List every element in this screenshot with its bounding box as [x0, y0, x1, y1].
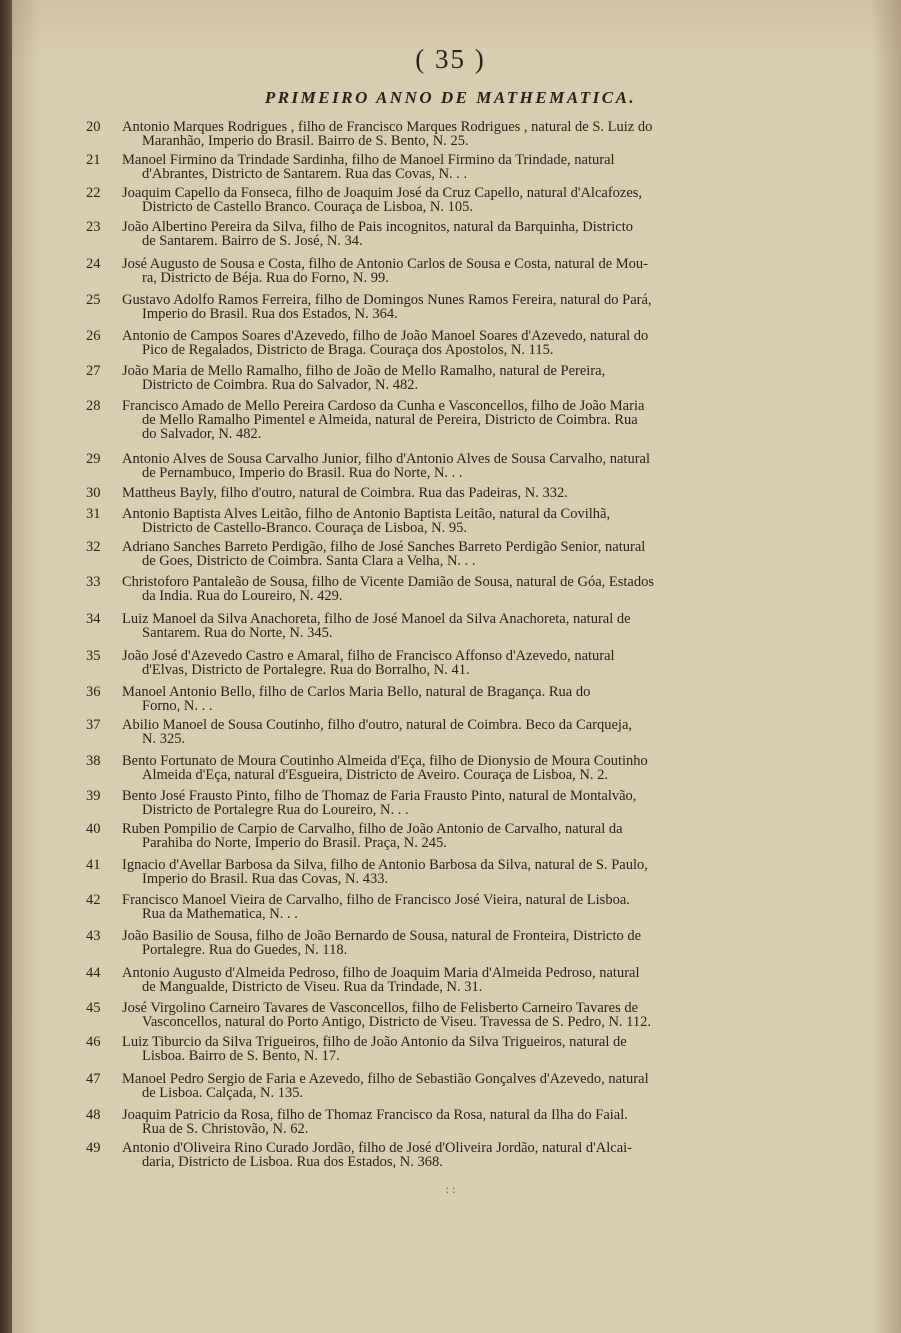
entry-text-line: Adriano Sanches Barreto Perdigão, filho de José Sanches Barreto Perdigão Senior, natural — [122, 540, 646, 555]
entry-text-line: Portalegre. Rua do Guedes, N. 118. — [142, 943, 348, 958]
entry-text-line: Manoel Firmino da Trindade Sardinha, filho de Manoel Firmino da Trindade, natural — [122, 153, 615, 168]
entry-number: 35 — [86, 648, 101, 664]
entry-text-line: Imperio do Brasil. Rua dos Estados, N. 364. — [142, 307, 398, 322]
entry-number: 45 — [86, 1000, 101, 1016]
entry-text-line: João Albertino Pereira da Silva, filho de Pais incognitos, natural da Barquinha, Districto — [122, 220, 634, 235]
entry-number: 27 — [86, 363, 101, 379]
entry-number: 48 — [86, 1107, 101, 1123]
entry-number: 33 — [86, 574, 101, 590]
entry-text-line: Francisco Amado de Mello Pereira Cardoso da Cunha e Vasconcellos, filho de João Maria — [122, 399, 645, 414]
entry-text-line: João José d'Azevedo Castro e Amaral, filho de Francisco Affonso d'Azevedo, natural — [122, 649, 615, 664]
entry-number: 49 — [86, 1140, 101, 1156]
entry-text-line: Imperio do Brasil. Rua das Covas, N. 433. — [142, 872, 389, 887]
entry-number: 42 — [86, 892, 101, 908]
entry-text-line: João Basilio de Sousa, filho de João Bernardo de Sousa, natural de Fronteira, Districto de — [122, 929, 642, 944]
entry-number: 26 — [86, 328, 101, 344]
entry-number: 20 — [86, 119, 101, 135]
entry-text-line: Luiz Tiburcio da Silva Trigueiros, filho de João Antonio da Silva Trigueiros, natural de — [122, 1035, 627, 1050]
entry-text-line: José Augusto de Sousa e Costa, filho de Antonio Carlos de Sousa e Costa, natural de Mou- — [122, 257, 648, 272]
entry-number: 21 — [86, 152, 101, 168]
entry-number: 39 — [86, 788, 101, 804]
page-binding-edge — [0, 0, 12, 1333]
entry-text-line: Antonio d'Oliveira Rino Curado Jordão, filho de José d'Oliveira Jordão, natural d'Alcai- — [122, 1141, 632, 1156]
footer-mark: : : — [445, 1182, 456, 1196]
entry-number: 36 — [86, 684, 101, 700]
entry-number: 43 — [86, 928, 101, 944]
entry-text-line: Santarem. Rua do Norte, N. 345. — [142, 626, 333, 641]
entry-text-line: Vasconcellos, natural do Porto Antigo, Districto de Viseu. Travessa de S. Pedro, N. 112. — [142, 1015, 652, 1030]
entry-text-line: Manoel Pedro Sergio de Faria e Azevedo, filho de Sebastião Gonçalves d'Azevedo, natural — [122, 1072, 649, 1087]
entry-number: 28 — [86, 398, 101, 414]
entry-text-line: Francisco Manoel Vieira de Carvalho, filho de Francisco José Vieira, natural de Lisboa. — [122, 893, 630, 908]
page-number: ( 35 ) — [415, 44, 486, 74]
entry-text-line: Rua de S. Christovão, N. 62. — [142, 1122, 309, 1137]
entry-text-line: Forno, N. . . — [142, 699, 213, 714]
entry-text-line: Manoel Antonio Bello, filho de Carlos Maria Bello, natural de Bragança. Rua do — [122, 685, 591, 700]
entry-text-line: Districto de Portalegre Rua do Loureiro, N. . . — [142, 803, 409, 818]
entry-text-line: Antonio Marques Rodrigues , filho de Francisco Marques Rodrigues , natural de S. Luiz do — [122, 120, 653, 135]
entry-number: 41 — [86, 857, 101, 873]
entry-text-line: Districto de Castello Branco. Couraça de Lisboa, N. 105. — [142, 200, 474, 215]
entry-text-line: Parahiba do Norte, Imperio do Brasil. Praça, N. 245. — [142, 836, 447, 851]
entry-text-line: Districto de Coimbra. Rua do Salvador, N. 482. — [142, 378, 419, 393]
entry-text-line: do Salvador, N. 482. — [142, 427, 262, 442]
entry-text-line: Antonio Baptista Alves Leitão, filho de Antonio Baptista Leitão, natural da Covilhã, — [122, 507, 611, 522]
entry-number: 47 — [86, 1071, 101, 1087]
entry-text-line: Pico de Regalados, Districto de Braga. Couraça dos Apostolos, N. 115. — [142, 343, 554, 358]
entry-text-line: de Goes, Districto de Coimbra. Santa Clara a Velha, N. . . — [142, 554, 476, 569]
entry-number: 37 — [86, 717, 101, 733]
entry-text-line: Lisboa. Bairro de S. Bento, N. 17. — [142, 1049, 340, 1064]
entry-number: 31 — [86, 506, 101, 522]
entry-text-line: de Santarem. Bairro de S. José, N. 34. — [142, 234, 363, 249]
entry-text-line: ra, Districto de Béja. Rua do Forno, N. 99. — [142, 271, 389, 286]
entry-text-line: José Virgolino Carneiro Tavares de Vasconcellos, filho de Felisberto Carneiro Tavares de — [122, 1001, 639, 1016]
entry-text-line: d'Abrantes, Districto de Santarem. Rua das Covas, N. . . — [142, 167, 468, 182]
entry-number: 23 — [86, 219, 101, 235]
entry-text-line: daria, Districto de Lisboa. Rua dos Estados, N. 368. — [142, 1155, 443, 1170]
entry-text-line: Rua da Mathematica, N. . . — [142, 907, 298, 922]
entry-text-line: Ruben Pompilio de Carpio de Carvalho, filho de João Antonio de Carvalho, natural da — [122, 822, 623, 837]
entry-number: 44 — [86, 965, 101, 981]
entry-text-line: Abilio Manoel de Sousa Coutinho, filho d'outro, natural de Coimbra. Beco da Carqueja, — [122, 718, 633, 733]
entry-text-line: Antonio Alves de Sousa Carvalho Junior, filho d'Antonio Alves de Sousa Carvalho, natural — [122, 452, 650, 467]
entry-text-line: Bento Fortunato de Moura Coutinho Almeida d'Eça, filho de Dionysio de Moura Coutinho — [122, 754, 648, 769]
entry-text-line: Maranhão, Imperio do Brasil. Bairro de S. Bento, N. 25. — [142, 134, 469, 149]
entry-number: 30 — [86, 485, 101, 501]
entry-text-line: Luiz Manoel da Silva Anachoreta, filho de José Manoel da Silva Anachoreta, natural de — [122, 612, 631, 627]
entry-number: 32 — [86, 539, 101, 555]
student-entry-list — [86, 120, 766, 1180]
entry-text-line: Ignacio d'Avellar Barbosa da Silva, filho de Antonio Barbosa da Silva, natural de S. Paulo, — [122, 858, 648, 873]
entry-text-line: de Lisboa. Calçada, N. 135. — [142, 1086, 304, 1101]
entry-number: 46 — [86, 1034, 101, 1050]
entry-number: 29 — [86, 451, 101, 467]
entry-number: 25 — [86, 292, 101, 308]
entry-number: 34 — [86, 611, 101, 627]
entry-number: 40 — [86, 821, 101, 837]
entry-text-line: d'Elvas, Districto de Portalegre. Rua do Borralho, N. 41. — [142, 663, 470, 678]
entry-text-line: da India. Rua do Loureiro, N. 429. — [142, 589, 343, 604]
entry-text-line: Mattheus Bayly, filho d'outro, natural de Coimbra. Rua das Padeiras, N. 332. — [122, 486, 568, 501]
section-title: PRIMEIRO ANNO DE MATHEMATICA. — [264, 88, 637, 107]
entry-text-line: Christoforo Pantaleão de Sousa, filho de Vicente Damião de Sousa, natural de Góa, Estados — [122, 575, 655, 590]
entry-text-line: Districto de Castello-Branco. Couraça de Lisboa, N. 95. — [142, 521, 467, 536]
entry-text-line: Joaquim Capello da Fonseca, filho de Joaquim José da Cruz Capello, natural d'Alcafozes, — [122, 186, 643, 201]
entry-text-line: Gustavo Adolfo Ramos Ferreira, filho de Domingos Nunes Ramos Fereira, natural do Pará, — [122, 293, 652, 308]
entry-text-line: Joaquim Patricio da Rosa, filho de Thomaz Francisco da Rosa, natural da Ilha do Faial. — [122, 1108, 628, 1123]
entry-text-line: Antonio Augusto d'Almeida Pedroso, filho de Joaquim Maria d'Almeida Pedroso, natural — [122, 966, 640, 981]
entry-number: 22 — [86, 185, 101, 201]
entry-number: 24 — [86, 256, 101, 272]
entry-text-line: de Pernambuco, Imperio do Brasil. Rua do Norte, N. . . — [142, 466, 463, 481]
entry-text-line: Antonio de Campos Soares d'Azevedo, filho de João Manoel Soares d'Azevedo, natural do — [122, 329, 649, 344]
entry-text-line: Bento José Frausto Pinto, filho de Thomaz de Faria Frausto Pinto, natural de Montalvão, — [122, 789, 637, 804]
entry-text-line: Almeida d'Eça, natural d'Esgueira, Districto de Aveiro. Couraça de Lisboa, N. 2. — [142, 768, 608, 783]
entry-number: 38 — [86, 753, 101, 769]
entry-text-line: de Mello Ramalho Pimentel e Almeida, natural de Pereira, Districto de Coimbra. Rua — [142, 413, 638, 428]
entry-text-line: João Maria de Mello Ramalho, filho de João de Mello Ramalho, natural de Pereira, — [122, 364, 606, 379]
entry-text-line: de Mangualde, Districto de Viseu. Rua da Trindade, N. 31. — [142, 980, 483, 995]
entry-text-line: N. 325. — [142, 732, 186, 747]
